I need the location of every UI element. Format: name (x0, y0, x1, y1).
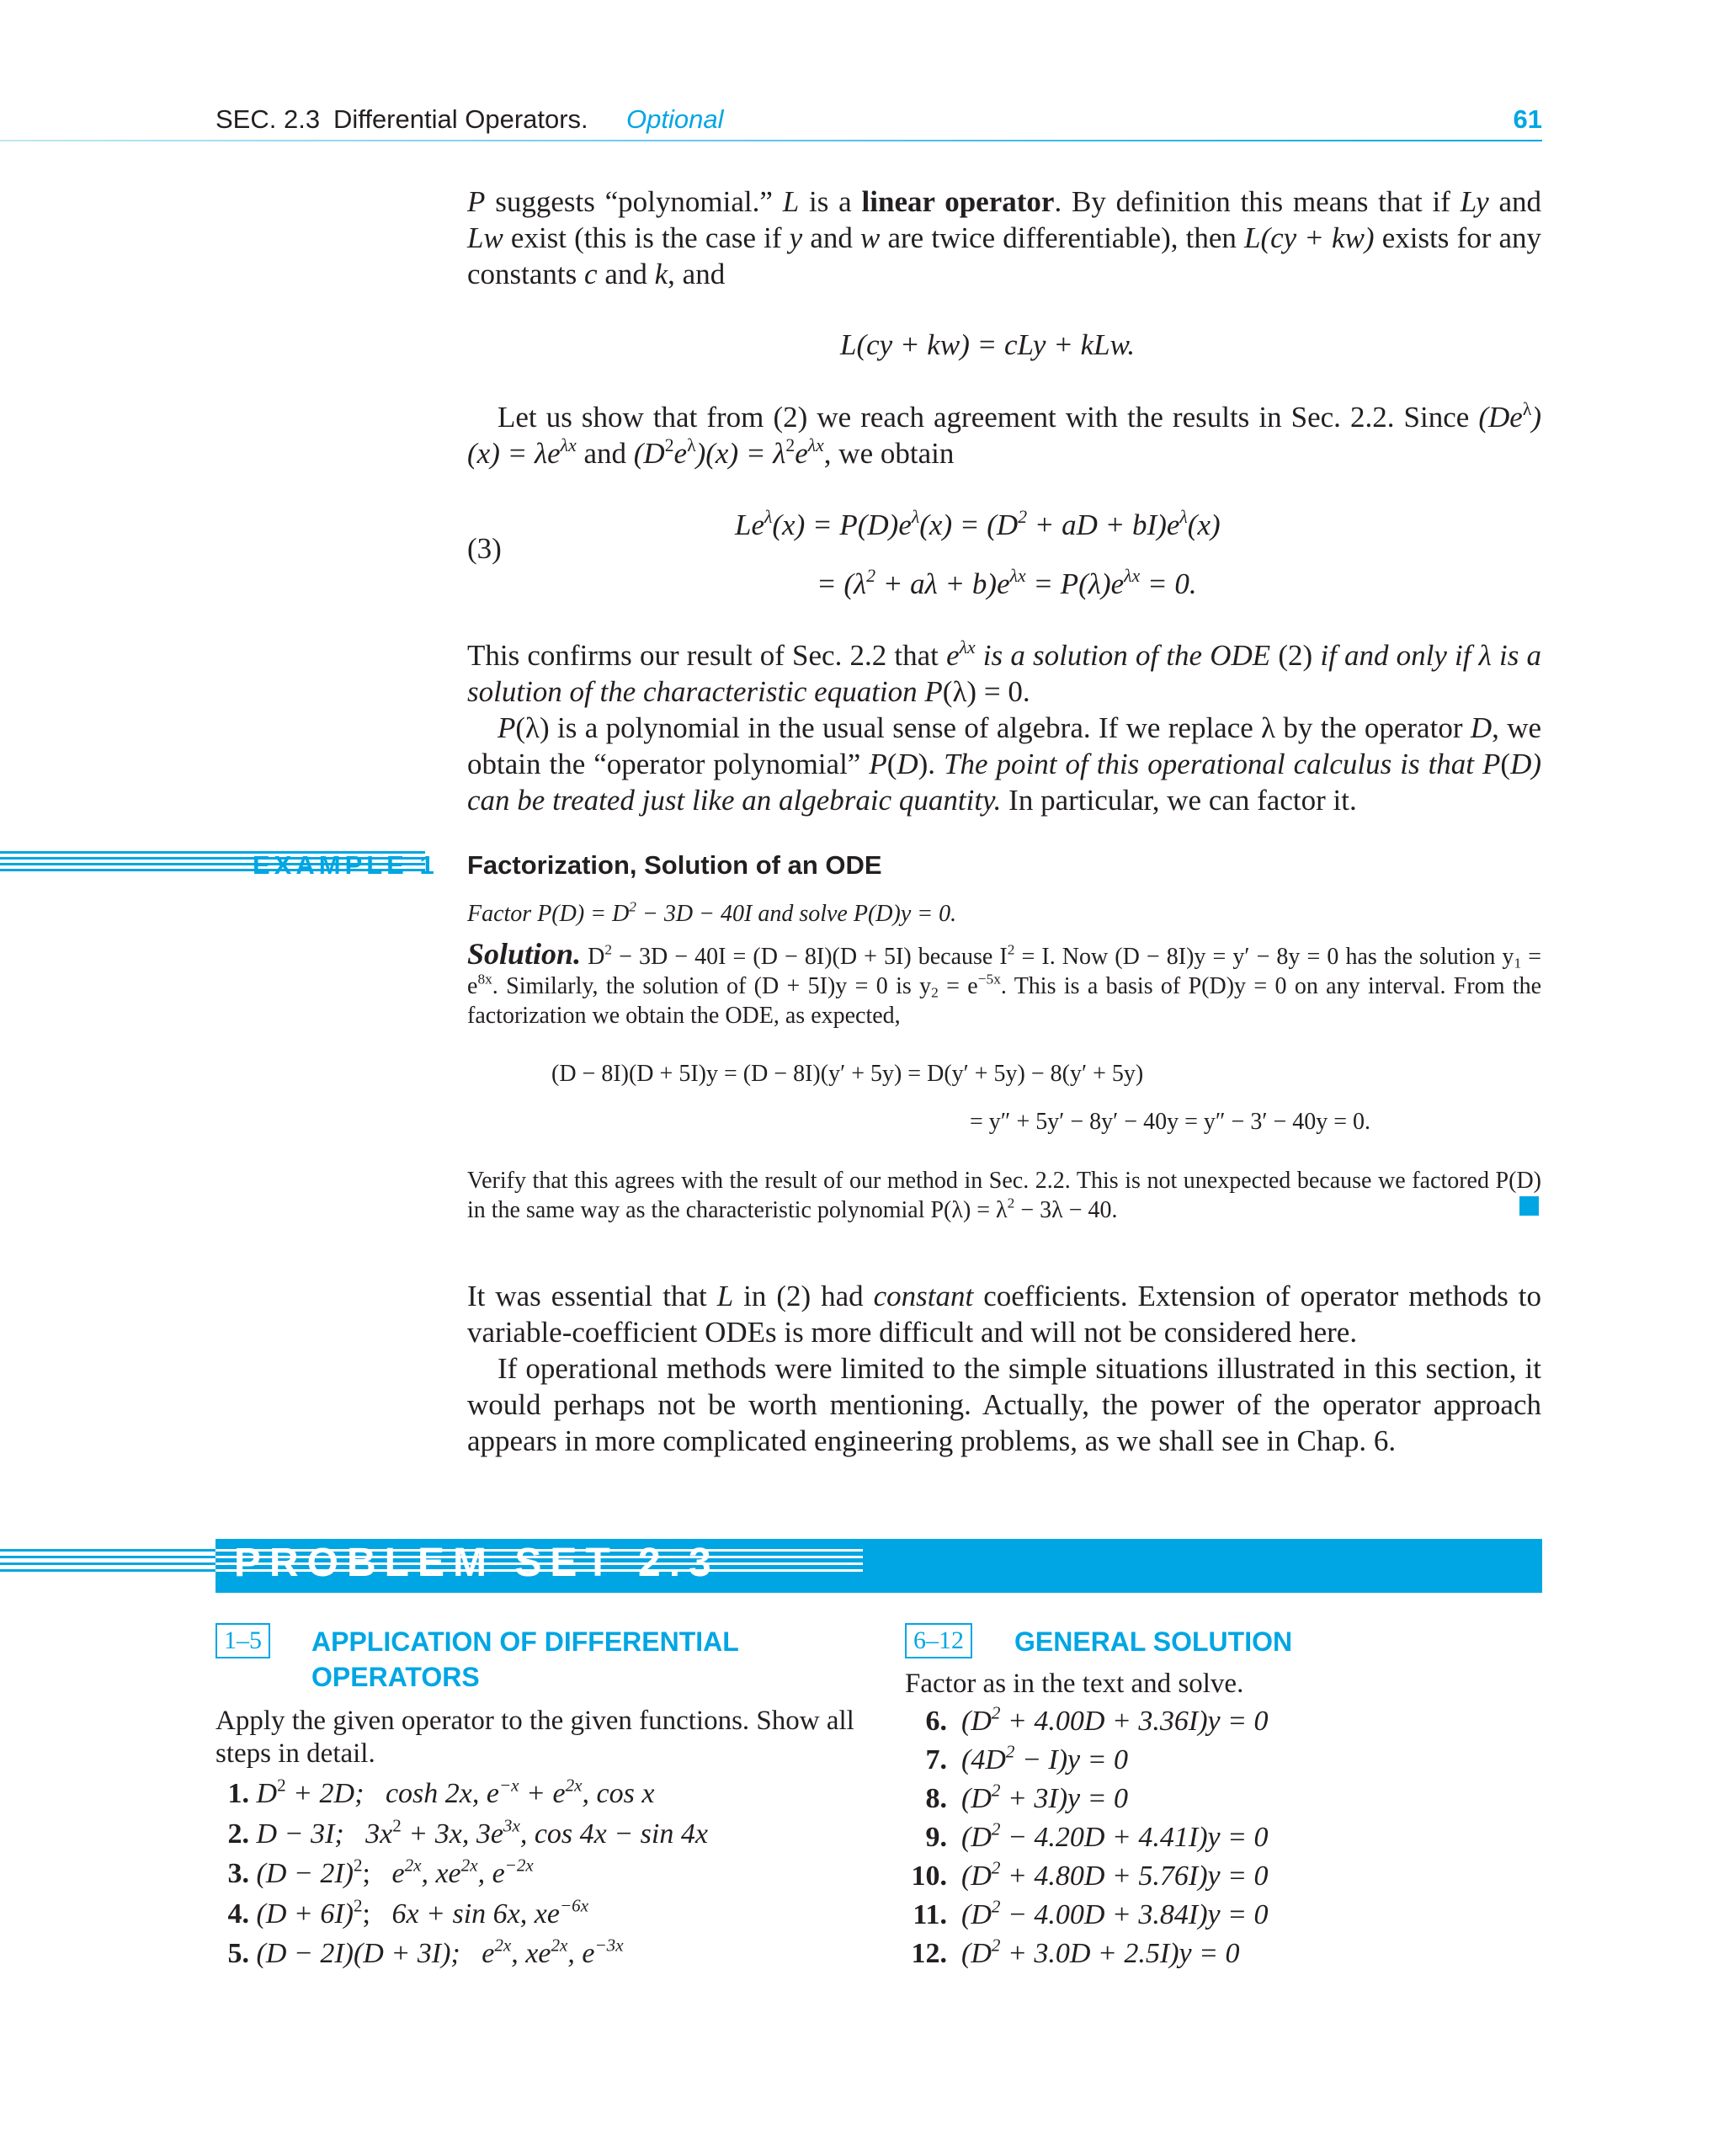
problems-1-5-tag: 1–5 (216, 1623, 270, 1658)
problem-12: 12. $(D^2 + 3.0D + 2.5I)y = 0$ (911, 1935, 1240, 1969)
equation-number-3: (3) (467, 532, 502, 565)
paragraph-operator-polynomial: P(λ) is a polynomial in the usual sense of algebra. If we replace λ by the operator D, we obtain the “operator polynomial” P(D). The point of this operational calculus is that P(D) can be treated just like an algebraic quantity. In particular, we can factor it. (467, 711, 1542, 817)
problem-11: 11. $(D^2 - 4.00D + 3.84I)y = 0$ (913, 1896, 1269, 1930)
end-of-example-marker (1519, 1196, 1539, 1216)
problems-1-5-heading: APPLICATION OF DIFFERENTIAL OPERATORS (311, 1626, 739, 1692)
equation-3-line-2: = $(\lambda^2 + a\lambda + b)e^{\lambda x} = P(\lambda)e^{\lambda x} = 0$. (817, 565, 1197, 600)
equation-3-line-1: $Le^\lambda(x) = P(D)e^\lambda(x) = (D^2$ + aD + $bI)e^\lambda(x)$ (735, 506, 1221, 541)
header-rule (0, 140, 1542, 141)
paragraph-confirmation: This confirms our result of Sec. 2.2 that $e^{\lambda x}$ is a solution of the ODE (2) if and only if λ is a solution of the characteristic equation P(λ) = 0. (467, 636, 1541, 708)
example-solution: Solution. $D^2 - 3D - 40I = (D - 8I)(D + 5I)$ because $I^2 = I$. Now (D − 8I)y = y′ − 8y = 0 has the solution $y_1 = e^{8x}$. Similarly, the solution of (D + 5I)y = 0 is $y_2 = e^{-5x}$. This is a basis of P(D)y = 0 on any interval. From the factorization we obtain the ODE, as expected, (467, 937, 1542, 1029)
problem-10: 10. $(D^2 + 4.80D + 5.76I)y = 0$ (911, 1857, 1269, 1892)
problem-9: 9. $(D^2 - 4.20D + 4.41I)y = 0$ (925, 1818, 1269, 1853)
example-verification: Verify that this agrees with the result of our method in Sec. 2.2. This is not unexpected because we factored P(D) in the same way as the characteristic polynomial $P(\lambda) = \lambda^2 - 3\lambda - 40$. (467, 1168, 1541, 1223)
section-number: SEC. 2.3 (216, 104, 321, 134)
problems-6-12-heading: GENERAL SOLUTION (1014, 1626, 1293, 1657)
optional-label: Optional (626, 104, 724, 134)
solution-label: Solution. (467, 937, 582, 971)
problem-8: 8. $(D^2 + 3I)y = 0$ (925, 1780, 1129, 1814)
equation-linearity: L(cy + kw) = cLy + kLw. (840, 328, 1136, 361)
paragraph-operational-methods: If operational methods were limited to the simple situations illustrated in this section, it would perhaps not be worth mentioning. Actually, the power of the operator approach appears in more complicated engineering problems, as we shall see in Chap. 6. (467, 1352, 1541, 1457)
problem-5: 5. (D − 2I)(D + 3I); $e^{2x}$, $xe^{2x}$, $e^{-3x}$ (227, 1935, 624, 1969)
running-head (216, 104, 1542, 141)
paragraph-linear-operator: P suggests “polynomial.” L is a linear operator. By definition this means that if Ly and Lw exist (this is the case if y and w are twice differentiable), then L(cy + kw) exists for any constants c and k, and (467, 185, 1542, 290)
problem-1: 1. $D^2 + 2D$; cosh 2x, $e^{-x} + e^{2x}$, cos x (227, 1775, 655, 1809)
problem-6: 6. $(D^2 + 4.00D + 3.36I)y = 0$ (925, 1702, 1269, 1737)
example-equation-line-1: (D − 8I)(D + 5I)y = (D − 8I)(y′ + 5y) = D(y′ + 5y) − 8(y′ + 5y) (551, 1061, 1144, 1087)
section-title: Differential Operators. (333, 104, 588, 134)
example-equation-line-2: = y″ + 5y′ − 8y′ − 40y = y″ − 3′ − 40y = 0. (970, 1109, 1371, 1135)
paragraph-constant-coefficients: It was essential that L in (2) had constant coefficients. Extension of operator methods to variable-coefficient ODEs is more difficult and will not be considered here. (467, 1280, 1542, 1349)
page-number: 61 (1513, 104, 1542, 134)
problem-2: 2. D − 3I; $3x^2 + 3x$, $3e^{3x}$, cos 4x − sin 4x (227, 1815, 708, 1850)
problem-set-title: PROBLEM SET 2.3 (234, 1541, 720, 1585)
example-statement: Factor $P(D) = D^2 - 3D - 40I$ and solve P(D)y = 0. (467, 898, 957, 927)
term-linear-operator: linear operator (861, 185, 1055, 218)
problems-1-5-instructions: Apply the given operator to the given functions. Show all steps in detail. (216, 1706, 854, 1769)
problems-6-12-instructions: Factor as in the text and solve. (905, 1669, 1244, 1699)
problem-7: 7. $(4D^2 - I)y = 0$ (925, 1741, 1129, 1775)
example-title: Factorization, Solution of an ODE (467, 850, 882, 880)
example-label: EXAMPLE 1 (253, 850, 439, 880)
problem-3: 3. $(D - 2I)^2$; $e^{2x}$, $xe^{2x}$, $e^{-2x}$ (227, 1855, 534, 1889)
problems-6-12-tag: 6–12 (905, 1623, 972, 1658)
problem-4: 4. $(D + 6I)^2$; 6x + sin 6x, $xe^{-6x}$ (227, 1895, 589, 1930)
paragraph-agreement: Let us show that from (2) we reach agreement with the results in Sec. 2.2. Since $(De^\lambda)(x) = \lambda e^{\lambda x}$ and $(D^2e^\lambda)(x) = \lambda^2e^{\lambda x}$, we obtain (467, 398, 1541, 470)
